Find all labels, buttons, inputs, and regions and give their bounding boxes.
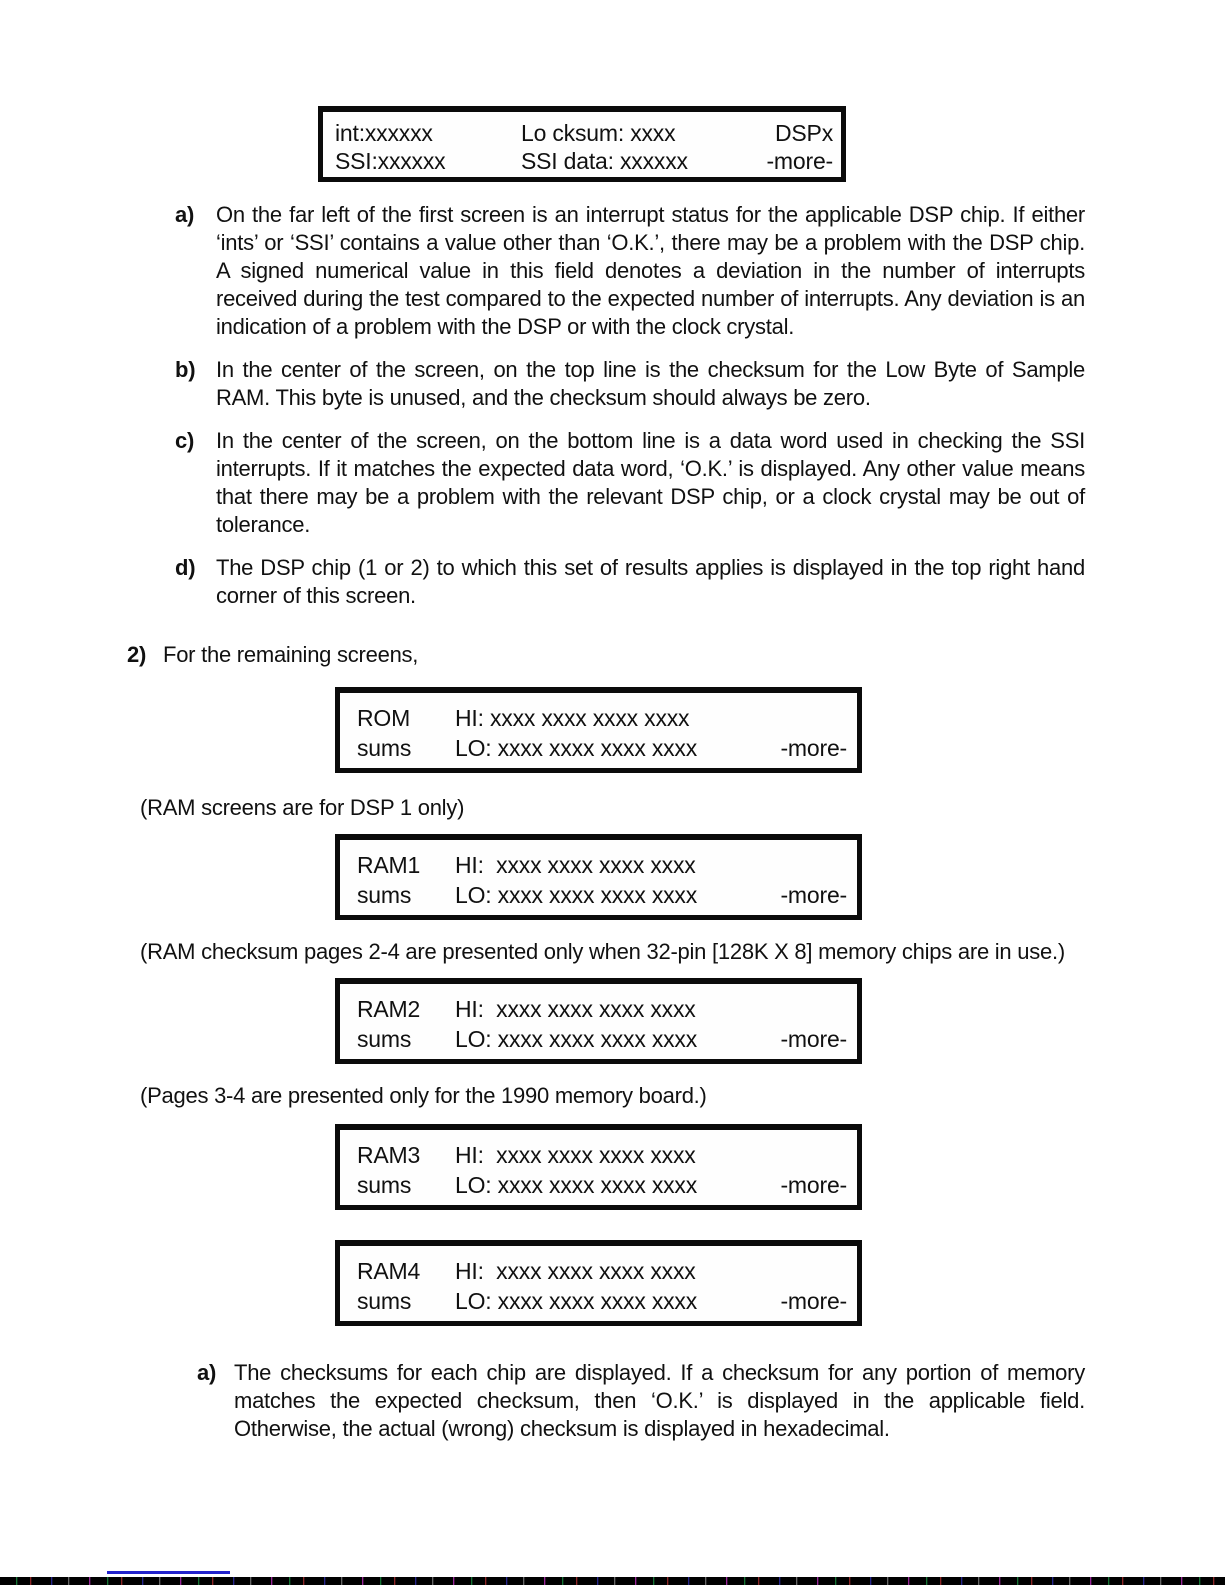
more-indicator: -more- bbox=[780, 1288, 847, 1314]
lo-checksum-field: LO: xxxx xxxx xxxx xxxx bbox=[455, 1172, 698, 1198]
ram1-sums-content bbox=[357, 850, 847, 910]
screen-sublabel: sums bbox=[357, 882, 412, 908]
item-text-d: The DSP chip (1 or 2) to which this set of results applies is displayed in the top right hand corner of this screen. bbox=[216, 555, 1085, 608]
lo-checksum-field: LO: xxxx xxxx xxxx xxxx bbox=[455, 735, 698, 761]
dsp-number-field: DSPx bbox=[775, 120, 833, 146]
more-indicator: -more- bbox=[780, 1172, 847, 1198]
item-label-b: b) bbox=[175, 357, 196, 382]
list-item-d bbox=[175, 554, 1085, 610]
section-2 bbox=[127, 641, 1225, 669]
item-label-a-final: a) bbox=[197, 1360, 217, 1385]
screen-sublabel: sums bbox=[357, 1288, 412, 1314]
interrupt-status-screen bbox=[318, 106, 846, 182]
rom-sums-content bbox=[357, 703, 847, 763]
screen-sublabel: sums bbox=[357, 1026, 412, 1052]
list-item-b bbox=[175, 356, 1085, 412]
ram2-sums-screen bbox=[335, 978, 862, 1064]
note-ram-dsp1-only: (RAM screens are for DSP 1 only) bbox=[140, 795, 465, 820]
screen-label: RAM4 bbox=[357, 1258, 421, 1284]
lo-cksum-field: Lo cksum: xxxx bbox=[521, 120, 676, 146]
ram4-sums-content bbox=[357, 1256, 847, 1316]
more-indicator: -more- bbox=[766, 148, 833, 174]
item-text-a-final: The checksums for each chip are displayed. If a checksum for any portion of memory matches the expected checksum, then ‘O.K.’ is displayed in the applicable field. Otherwise, the actual (wrong) checksum is displayed in hexadecimal. bbox=[234, 1360, 1085, 1441]
list-item-a bbox=[175, 201, 1085, 341]
more-indicator: -more- bbox=[780, 882, 847, 908]
blue-underline-artifact bbox=[107, 1571, 230, 1574]
screen-label: RAM1 bbox=[357, 852, 421, 878]
scan-edge-artifact bbox=[0, 1577, 1225, 1585]
item-text-a: On the far left of the first screen is an interrupt status for the applicable DSP chip. If either ‘ints’ or ‘SSI’ contains a value other than ‘O.K.’, there may be a problem with the DSP chip. A signed numerical value in this field denotes a deviation in the number of interrupts received during the test compared to the expected number of interrupts. Any deviation is an indication of a problem with the DSP or with the clock crystal. bbox=[216, 202, 1085, 339]
int-status-field: int:xxxxxx bbox=[335, 120, 433, 146]
hi-checksum-field: HI: xxxx xxxx xxxx xxxx bbox=[455, 705, 690, 731]
ssi-data-field: SSI data: xxxxxx bbox=[521, 148, 688, 174]
hi-checksum-field: HI: xxxx xxxx xxxx xxxx bbox=[455, 1142, 696, 1168]
more-indicator: -more- bbox=[780, 1026, 847, 1052]
rom-sums-screen bbox=[335, 687, 862, 773]
more-indicator: -more- bbox=[780, 735, 847, 761]
item-text-c: In the center of the screen, on the bottom line is a data word used in checking the SSI interrupts. If it matches the expected data word, ‘O.K.’ is displayed. Any other value means that there may be a problem with the relevant DSP chip, or a clock crystal may be out of tolerance. bbox=[216, 428, 1085, 537]
ram3-sums-screen bbox=[335, 1124, 862, 1210]
item-label-c: c) bbox=[175, 428, 195, 453]
ram4-sums-screen bbox=[335, 1240, 862, 1326]
item-text-b: In the center of the screen, on the top line is the checksum for the Low Byte of Sample RAM. This byte is unused, and the checksum should always be zero. bbox=[216, 357, 1085, 410]
hi-checksum-field: HI: xxxx xxxx xxxx xxxx bbox=[455, 996, 696, 1022]
lo-checksum-field: LO: xxxx xxxx xxxx xxxx bbox=[455, 1288, 698, 1314]
screen-label: RAM3 bbox=[357, 1142, 421, 1168]
item-label-d: d) bbox=[175, 555, 196, 580]
note-32pin-chips: (RAM checksum pages 2-4 are presented only when 32-pin [128K X 8] memory chips are in use.) bbox=[140, 939, 1065, 964]
item-label-a: a) bbox=[175, 202, 195, 227]
interrupt-status-screen-content bbox=[335, 119, 833, 175]
list-item-c bbox=[175, 427, 1085, 539]
ram3-sums-content bbox=[357, 1140, 847, 1200]
hi-checksum-field: HI: xxxx xxxx xxxx xxxx bbox=[455, 852, 696, 878]
lo-checksum-field: LO: xxxx xxxx xxxx xxxx bbox=[455, 1026, 698, 1052]
section-2-label: 2) bbox=[127, 642, 147, 667]
ssi-status-field: SSI:xxxxxx bbox=[335, 148, 446, 174]
screen-label: RAM2 bbox=[357, 996, 421, 1022]
section-2-text: For the remaining screens, bbox=[163, 642, 419, 667]
lo-checksum-field: LO: xxxx xxxx xxxx xxxx bbox=[455, 882, 698, 908]
screen-sublabel: sums bbox=[357, 1172, 412, 1198]
screen-sublabel: sums bbox=[357, 735, 412, 761]
hi-checksum-field: HI: xxxx xxxx xxxx xxxx bbox=[455, 1258, 696, 1284]
ram1-sums-screen bbox=[335, 834, 862, 920]
ram2-sums-content bbox=[357, 994, 847, 1054]
note-1990-memory-board: (Pages 3-4 are presented only for the 1990 memory board.) bbox=[140, 1083, 707, 1108]
screen-label: ROM bbox=[357, 705, 411, 731]
list-item-a-checksums bbox=[197, 1359, 1085, 1443]
